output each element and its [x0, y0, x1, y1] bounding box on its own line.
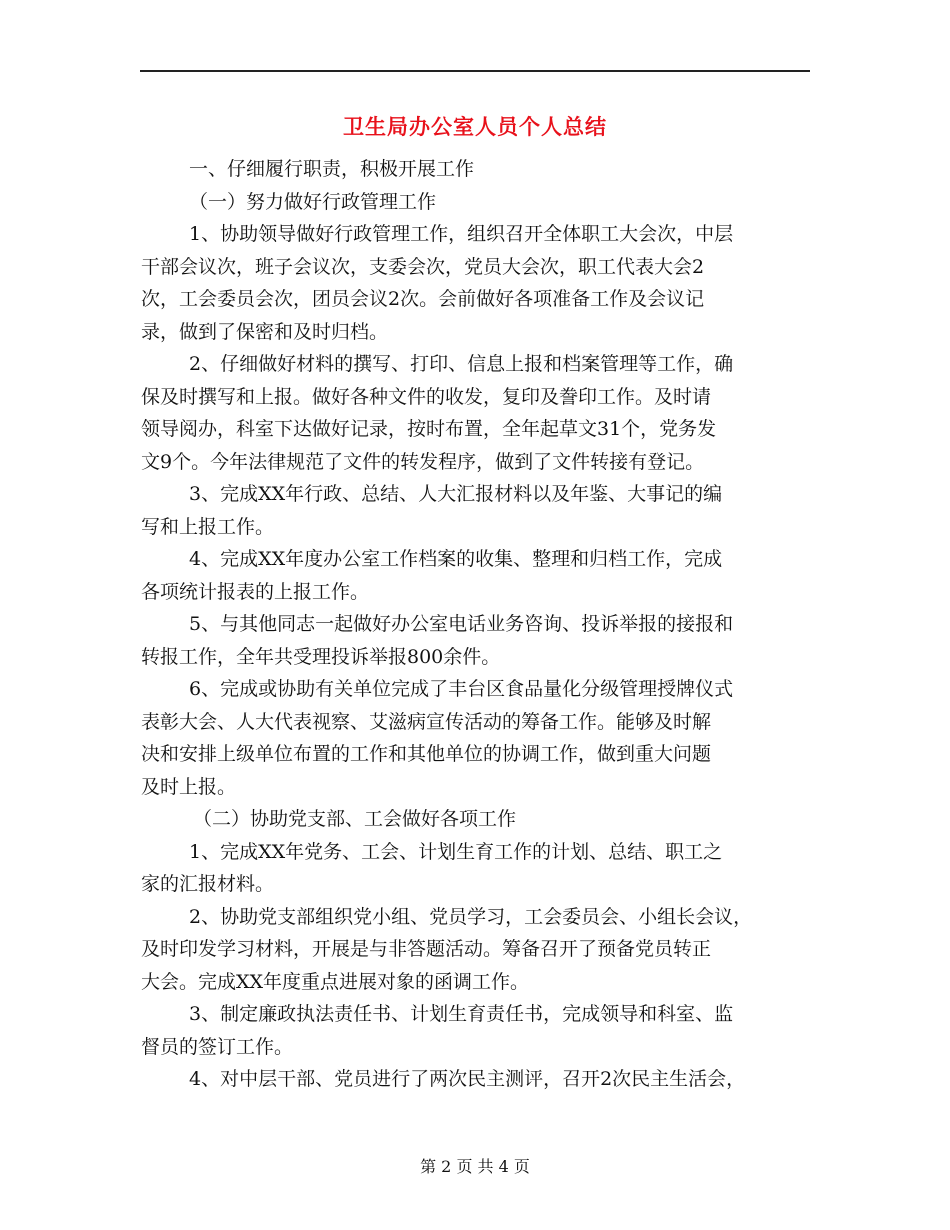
text-line: 家的汇报材料。 — [141, 873, 275, 895]
text-line: 及时上报。 — [141, 775, 237, 798]
text-line: 5、与其他同志一起做好办公室电话业务咨询、投诉举报的接报和 — [189, 613, 734, 635]
text-line: 写和上报工作。 — [141, 515, 275, 538]
text-line: 一、仔细履行职责，积极开展工作 — [189, 158, 475, 180]
text-line: 4、完成XX年度办公室工作档案的收集、整理和归档工作，完成 — [189, 548, 723, 570]
text-line: 决和安排上级单位布置的工作和其他单位的协调工作，做到重大问题 — [141, 743, 712, 765]
text-line: 保及时撰写和上报。做好各种文件的收发，复印及誊印工作。及时请 — [141, 385, 712, 408]
text-line: 2、仔细做好材料的撰写、打印、信息上报和档案管理等工作，确 — [189, 353, 734, 375]
text-line: （二）协助党支部、工会做好各项工作 — [193, 808, 517, 830]
text-line: 2、协助党支部组织党小组、党员学习，工会委员会、小组长会议， — [189, 905, 753, 928]
text-line: （一）努力做好行政管理工作 — [189, 190, 437, 213]
text-line: 次，工会委员会次，团员会议2次。会前做好各项准备工作及会议记 — [141, 288, 705, 310]
text-line: 及时印发学习材料，开展是与非答题活动。筹备召开了预备党员转正 — [141, 938, 712, 960]
text-line: 文9个。今年法律规范了文件的转发程序，做到了文件转接有登记。 — [141, 450, 705, 473]
text-line: 督员的签订工作。 — [141, 1035, 294, 1058]
text-line: 表彰大会、人大代表视察、艾滋病宣传活动的筹备工作。能够及时解 — [141, 710, 712, 733]
text-line: 6、完成或协助有关单位完成了丰台区食品量化分级管理授牌仪式 — [189, 678, 734, 700]
text-line: 录，做到了保密和及时归档。 — [141, 320, 389, 343]
text-line: 1、协助领导做好行政管理工作，组织召开全体职工大会次，中层 — [189, 223, 734, 245]
text-line: 3、制定廉政执法责任书、计划生育责任书，完成领导和科室、监 — [189, 1003, 734, 1025]
header-rule — [140, 70, 810, 72]
document-title: 卫生局办公室人员个人总结 — [343, 114, 607, 139]
text-line: 4、对中层干部、党员进行了两次民主测评，召开2次民主生活会， — [189, 1068, 746, 1090]
document-body — [141, 153, 811, 1096]
text-line: 干部会议次，班子会议次，支委会次，党员大会次，职工代表大会2 — [141, 255, 705, 278]
text-line: 3、完成XX年行政、总结、人大汇报材料以及年鉴、大事记的编 — [189, 483, 723, 505]
text-line: 领导阅办，科室下达做好记录，按时布置，全年起草文31个，党务发 — [141, 418, 717, 440]
page-footer: 第 2 页 共 4 页 — [420, 1157, 530, 1176]
text-line: 各项统计报表的上报工作。 — [141, 580, 370, 603]
text-line: 转报工作，全年共受理投诉举报800余件。 — [141, 645, 501, 668]
text-line: 1、完成XX年党务、工会、计划生育工作的计划、总结、职工之 — [189, 840, 723, 863]
text-line: 大会。完成XX年度重点进展对象的函调工作。 — [141, 970, 530, 993]
